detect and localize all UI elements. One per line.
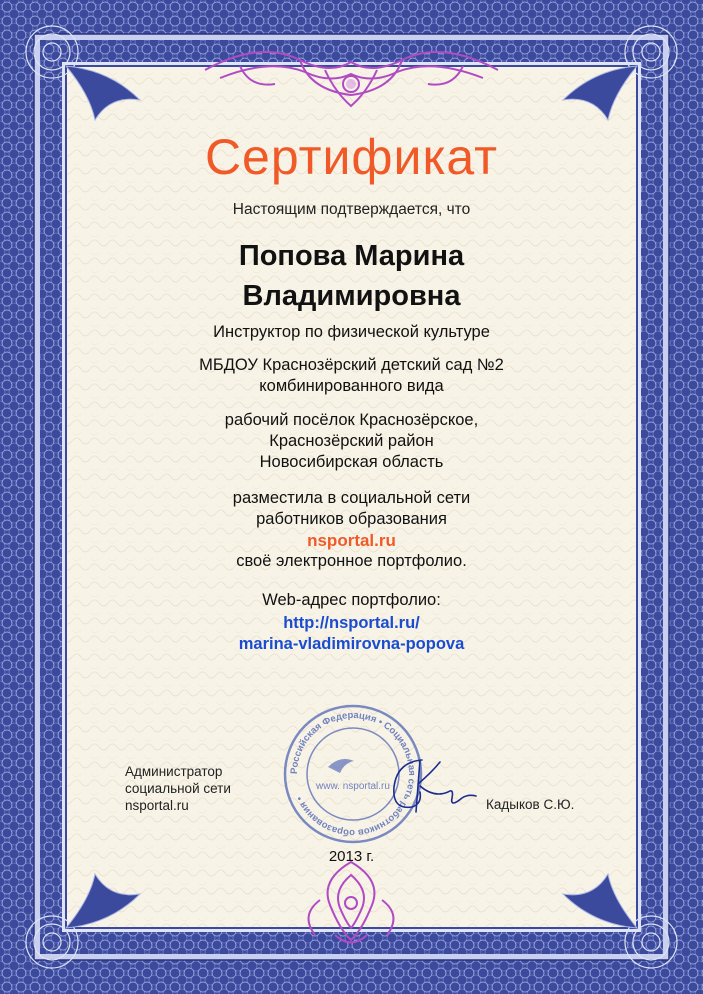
admin-line3: nsportal.ru: [125, 798, 189, 813]
signer-name: Кадыков С.Ю.: [486, 797, 575, 812]
certificate-year: 2013 г.: [328, 848, 375, 865]
portfolio-url-line2[interactable]: marina-vladimirovna-popova: [238, 635, 465, 653]
location-line3: Новосибирская область: [259, 453, 444, 471]
organization-line2: комбинированного вида: [259, 377, 444, 395]
organization: [0, 355, 703, 397]
statement-line1: разместила в социальной сети: [232, 489, 471, 507]
admin-line2: социальной сети: [125, 781, 231, 796]
statement-line2: работников образования: [256, 510, 447, 528]
location: [0, 410, 703, 473]
recipient-name-line2: Владимировна: [242, 280, 461, 312]
portfolio-url-link[interactable]: [0, 613, 703, 655]
location-line1: рабочий посёлок Краснозёрское,: [224, 411, 479, 429]
web-label: Web-адрес портфолио:: [262, 591, 441, 609]
site-name-link[interactable]: nsportal.ru: [307, 531, 396, 550]
recipient-name: [0, 236, 703, 316]
admin-line1: Администратор: [125, 764, 223, 779]
portfolio-url-line1[interactable]: http://nsportal.ru/: [283, 614, 420, 632]
position: Инструктор по физической культуре: [213, 323, 490, 341]
statement-line3: своё электронное портфолио.: [236, 552, 467, 570]
stamp-outer-text: Российская Федерация • Социальная сеть работников образования •: [288, 709, 418, 839]
statement: [0, 488, 703, 572]
signature: [382, 752, 482, 822]
confirm-line: Настоящим подтверждается, что: [232, 201, 471, 218]
administrator-block: [125, 763, 285, 814]
stamp-inner-text: www. nsportal.ru: [316, 781, 390, 792]
location-line2: Краснозёрский район: [269, 432, 434, 450]
certificate-title: Сертификат: [204, 129, 499, 185]
organization-line1: МБДОУ Краснозёрский детский сад №2: [199, 356, 504, 374]
recipient-name-line1: Попова Марина: [238, 240, 465, 272]
